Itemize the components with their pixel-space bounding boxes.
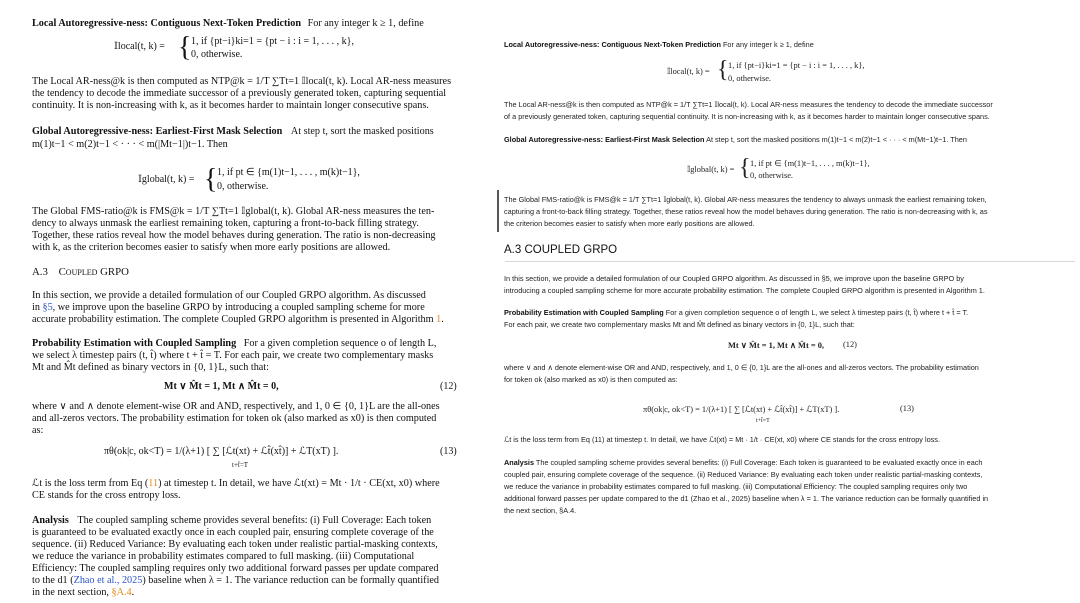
- text-span: .: [131, 587, 135, 598]
- analysis-heading: Analysis: [32, 515, 69, 526]
- local-indicator-brace: {: [178, 32, 192, 63]
- local-ar-heading: Local Autoregressive-ness: Contiguous Next-Token Prediction: [32, 18, 302, 29]
- r-probability-equation: πθ(ok|c, ok<T) = 1/(λ+1) [ ∑ [ℒt(xt) + ℒt̂(xt̂)] + ℒT(xT) ].: [643, 405, 840, 414]
- prob-estimation-line-4: where ∨ and ∧ denote element-wise OR and AND, respectively, and 1, 0 ∈ {0, 1}L are the all-ones: [32, 401, 440, 412]
- r-analysis-heading: Analysis: [504, 458, 535, 467]
- local-ar-heading-line: [32, 18, 424, 30]
- r-global-ar-heading: Global Autoregressive-ness: Earliest-First Mask Selection: [504, 135, 705, 144]
- r-local-ar-heading: Local Autoregressive-ness: Contiguous Next-Token Prediction: [504, 40, 721, 49]
- prob-estimation-line-3: Mt and M̂t defined as binary vectors in {0, 1}L, such that:: [32, 362, 269, 373]
- r-global-indicator-brace: {: [739, 155, 751, 181]
- r-local-indicator-case-1: 1, if {pt−i}ki=1 = {pt − i : i = 1, . . . , k},: [728, 61, 865, 70]
- analysis-line-3: sequence. (ii) Reduced Variance: By evaluating each token under realistic partial-masking contexts,: [32, 539, 438, 550]
- global-ar-intro: At step t, sort the masked positions: [290, 126, 434, 137]
- r-global-indicator-lhs: 𝕀global(t, k) =: [687, 165, 735, 174]
- r-local-indicator-lhs: 𝕀local(t, k) =: [667, 67, 710, 76]
- global-ar-text-line-2: dency to always unmask the earliest remaining token, capturing a front-to-back filling strategy.: [32, 218, 419, 229]
- text-span: , we improve upon the baseline GRPO by introducing a coupled sampling scheme for more: [52, 302, 425, 313]
- r-prob-estimation-heading: Probability Estimation with Coupled Sampling: [504, 308, 664, 317]
- global-ar-heading: Global Autoregressive-ness: Earliest-First Mask Selection: [32, 126, 283, 137]
- global-indicator-brace: {: [204, 164, 218, 195]
- r-analysis-line-2: coupled pair, ensuring complete coverage of the sequence. (ii) Reduced Variance: By evaluating each token under realistic partial-masking contexts,: [504, 470, 983, 479]
- prob-estimation-line-8: CE stands for the cross entropy loss.: [32, 490, 181, 501]
- zhao-citation-link[interactable]: Zhao et al., 2025: [73, 575, 143, 586]
- analysis-line-1: [32, 515, 431, 527]
- global-ar-heading-line: [32, 126, 434, 138]
- global-ar-text-line-3: Together, these ratios reveal how the model behaves during generation. The ratio is non-decreasing: [32, 230, 436, 241]
- analysis-intro: The coupled sampling scheme provides several benefits: (i) Full Coverage: Each token: [77, 515, 432, 526]
- change-marker-bar: [497, 190, 499, 232]
- global-ar-text-line-1: The Global FMS-ratio@k is FMS@k = 1/T ∑Tt=1 𝕀global(t, k). Global AR-ness measures the ten-: [32, 206, 435, 217]
- r-global-indicator-case-1: 1, if pt ∈ {m(1)t−1, . . . , m(k)t−1},: [750, 159, 870, 168]
- r-analysis-line-5: the next section, §A.4.: [504, 506, 577, 515]
- prob-estimation-intro: For a given completion sequence o of length L,: [243, 338, 437, 349]
- r-mask-equation: Mt ∨ M̂t = 1, Mt ∧ M̂t = 0,: [728, 341, 824, 350]
- r-analysis-line-4: additional forward passes per update compared to the d1 (Zhao et al., 2025) baseline when λ = 1. The variance reduction can be formally quantified in: [504, 494, 989, 503]
- r-local-ar-text-line-2: of a previously generated token, capturing sequential continuity. It is non-increasing with k, as it becomes harder to maintain longer consecutive spans.: [504, 112, 990, 121]
- coupled-intro-line-1: In this section, we provide a detailed formulation of our Coupled GRPO algorithm. As discussed: [32, 290, 426, 301]
- r-global-ar-text-line-1: The Global FMS-ratio@k is FMS@k = 1/T ∑Tt=1 𝕀global(t, k). Global AR-ness measures the tendency to always unmask the earliest remaining token,: [504, 195, 987, 204]
- text-span: ℒt is the loss term from Eq (: [32, 478, 149, 489]
- local-indicator-case-2: 0, otherwise.: [191, 49, 243, 60]
- coupled-intro-line-3: [32, 314, 444, 326]
- text-span: to the d1 (: [32, 575, 74, 586]
- coupled-intro-line-2: [32, 302, 425, 314]
- local-ar-text-line-1: The Local AR-ness@k is then computed as NTP@k = 1/T ∑Tt=1 𝕀local(t, k). Local AR-ness measures: [32, 76, 452, 87]
- local-indicator-lhs: 𝕀local(t, k) =: [114, 41, 165, 52]
- local-indicator-case-1: 1, if {pt−i}ki=1 = {pt − i : i = 1, . . . , k},: [191, 36, 354, 47]
- r-local-indicator-case-2: 0, otherwise.: [728, 74, 772, 83]
- right-document-pane-lower: [500, 0, 1080, 603]
- text-span: in the next section,: [32, 587, 112, 598]
- prob-estimation-heading: Probability Estimation with Coupled Sampling: [32, 338, 237, 349]
- r-prob-estimation-line-5: ℒt is the loss term from Eq (11) at timestep t. In detail, we have ℒt(xt) = Mt · 1/t · CE(xt, x0) where CE stands for the cross entropy loss.: [504, 435, 940, 444]
- r-section-heading: A.3 COUPLED GRPO: [504, 244, 618, 256]
- r-analysis-line-1: [504, 457, 983, 469]
- text-span: ) at timestep t. In detail, we have ℒt(xt) = Mt · 1/t · CE(xt, x0) where: [158, 478, 440, 489]
- r-coupled-intro-line-2: introducing a coupled sampling scheme for more accurate probability estimation. The complete Coupled GRPO algorithm is presented in Algorithm 1.: [504, 286, 985, 295]
- global-indicator-case-2: 0, otherwise.: [217, 181, 269, 192]
- r-local-ar-text-line-1: The Local AR-ness@k is then computed as NTP@k = 1/T ∑Tt=1 𝕀local(t, k). Local AR-ness measures the tendency to decode the immediate successor: [504, 100, 993, 109]
- r-global-ar-text-line-3: the criterion becomes easier to satisfy when more early positions are allowed.: [504, 219, 755, 228]
- section-a4-link[interactable]: §A.4: [111, 587, 132, 598]
- mask-equation: Mt ∨ M̂t = 1, Mt ∧ M̂t = 0,: [164, 381, 279, 392]
- global-ar-text-line-4: with k, as the criterion becomes easier to satisfy when more early positions are allowed.: [32, 242, 391, 253]
- section-heading: [32, 266, 129, 278]
- r-equation-number-13: (13): [900, 404, 914, 413]
- r-analysis-intro: The coupled sampling scheme provides several benefits: (i) Full Coverage: Each token is guaranteed to be evaluated exactly once in each: [534, 458, 983, 467]
- equation-number-12: (12): [440, 381, 457, 392]
- r-analysis-line-3: we reduce the variance in probability estimates compared to full masking. (iii) Computational Efficiency: The coupled sampling requires only two: [504, 482, 968, 491]
- prob-estimation-line-6: as:: [32, 425, 44, 436]
- r-prob-estimation-line-3: where ∨ and ∧ denote element-wise OR and AND, respectively, and 1, 0 ∈ {0, 1}L are the all-ones and all-zeros vectors. The probability estimation: [504, 363, 979, 372]
- algorithm-1-link[interactable]: 1: [436, 314, 442, 325]
- analysis-line-7: [32, 587, 134, 599]
- r-prob-estimation-line-4: for token ok (also marked as x0) is then computed as:: [504, 375, 678, 384]
- r-prob-estimation-line-2: For each pair, we create two complementary masks Mt and M̂t defined as binary vectors in {0, 1}L, such that:: [504, 320, 855, 329]
- section-5-link[interactable]: §5: [42, 302, 53, 313]
- r-equation-number-12: (12): [843, 340, 857, 349]
- r-local-ar-intro: For any integer k ≥ 1, define: [720, 40, 814, 49]
- r-global-ar-text-line-2: capturing a front-to-back filling strategy. Together, these ratios reveal how the model behaves during generation. The ratio is non-decreasing with k, as: [504, 207, 988, 216]
- r-global-ar-intro: At step t, sort the masked positions m(1)t−1 < m(2)t−1 < · · · < m(Mt−1)t−1. Then: [704, 135, 967, 144]
- r-local-indicator-brace: {: [717, 57, 729, 83]
- left-document-pane: [0, 0, 500, 603]
- text-span: accurate probability estimation. The complete Coupled GRPO algorithm is presented in Algorithm: [32, 314, 437, 325]
- analysis-line-6: [32, 575, 439, 587]
- probability-equation-sum-index: t+t̂=T: [232, 461, 249, 469]
- text-span: in: [32, 302, 43, 313]
- eq-11-link[interactable]: 11: [148, 478, 159, 489]
- prob-estimation-line-7: [32, 478, 440, 490]
- local-ar-text-line-2: the tendency to decode the immediate successor of a previously generated token, capturing sequential: [32, 88, 447, 99]
- analysis-line-5: Efficiency: The coupled sampling requires only two additional forward passes per update compared: [32, 563, 439, 574]
- r-prob-estimation-intro: For a given completion sequence o of length L, we select λ timestep pairs (t, t̂) where t + t̂ = T.: [663, 308, 969, 317]
- text-span: .: [441, 314, 444, 325]
- prob-estimation-line-2: we select λ timestep pairs (t, t̂) where t + t̂ = T. For each pair, we create two complementary masks: [32, 350, 434, 361]
- r-prob-estimation-heading-line: [504, 307, 968, 319]
- section-title: Coupled GRPO: [58, 266, 129, 278]
- analysis-line-4: we reduce the variance in probability estimates compared to full masking. (iii) Computational: [32, 551, 415, 562]
- analysis-line-2: is guaranteed to be evaluated exactly once in each coupled pair, ensuring complete coverage of the: [32, 527, 434, 538]
- text-span: ) baseline when λ = 1. The variance reduction can be formally quantified: [142, 575, 440, 586]
- global-ar-sort-line: m(1)t−1 < m(2)t−1 < · · · < m(|Mt−1|)t−1. Then: [32, 139, 228, 150]
- local-ar-text-line-3: continuity. It is non-increasing with k, as it becomes harder to maintain longer consecutive spans.: [32, 100, 429, 111]
- prob-estimation-heading-line: [32, 338, 436, 350]
- global-indicator-case-1: 1, if pt ∈ {m(1)t−1, . . . , m(k)t−1},: [217, 167, 360, 178]
- probability-equation: πθ(ok|c, ok<T) = 1/(λ+1) [ ∑ [ℒt(xt) + ℒt̂(xt̂)] + ℒT(xT) ].: [104, 446, 339, 457]
- r-coupled-intro-line-1: In this section, we provide a detailed formulation of our Coupled GRPO algorithm. As discussed in §5, we improve upon the baseline GRPO by: [504, 274, 964, 283]
- global-indicator-lhs: 𝕀global(t, k) =: [138, 174, 195, 185]
- local-ar-intro: For any integer k ≥ 1, define: [307, 18, 424, 29]
- r-global-indicator-case-2: 0, otherwise.: [750, 171, 794, 180]
- r-probability-equation-sum-index: t+t̂=T: [756, 418, 770, 424]
- equation-number-13: (13): [440, 446, 457, 457]
- section-number: A.3: [32, 266, 48, 278]
- prob-estimation-line-5: and all-zeros vectors. The probability estimation for token ok (also marked as x0) is then computed: [32, 413, 437, 424]
